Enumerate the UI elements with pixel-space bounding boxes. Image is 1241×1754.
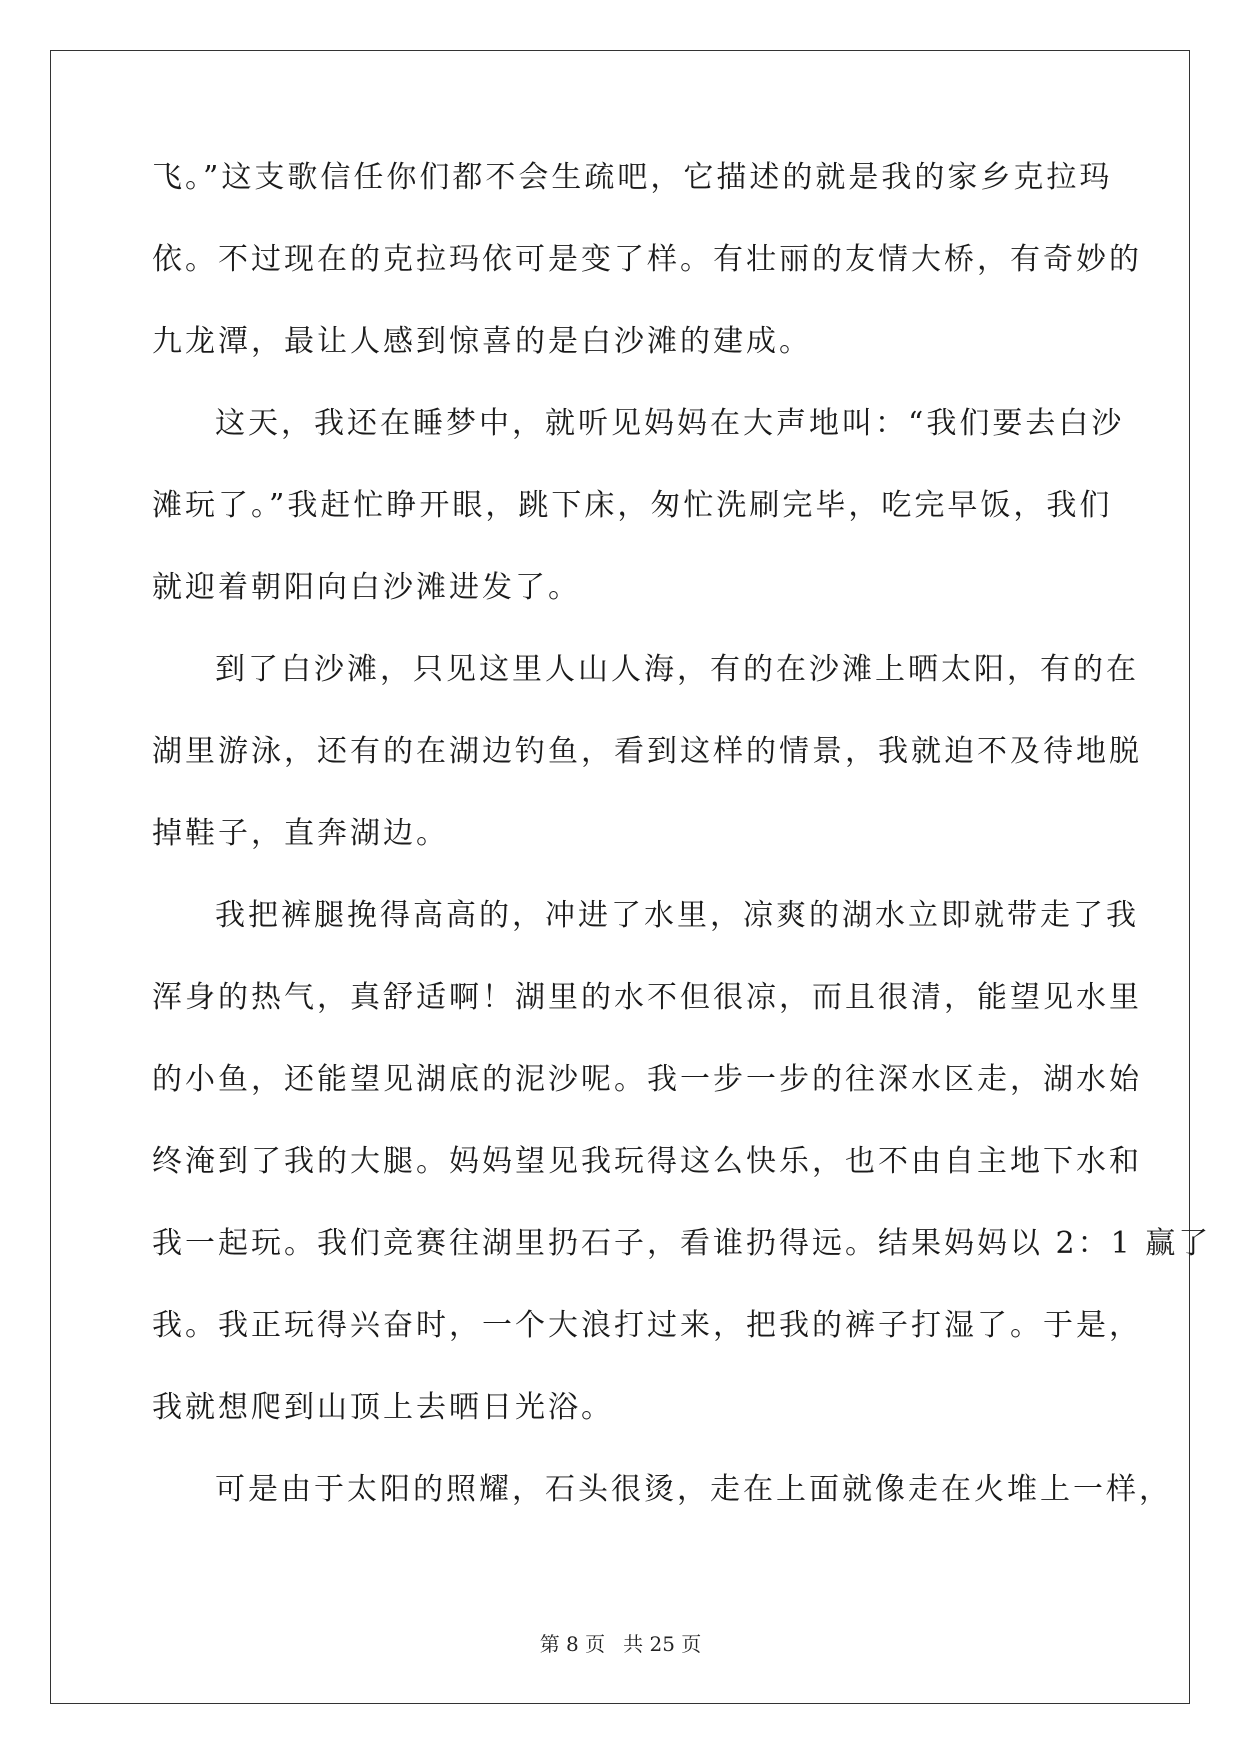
document-body — [152, 160, 1212, 1557]
text-line: 滩玩了。”我赶忙睁开眼，跳下床，匆忙洗刷完毕，吃完早饭，我们 — [152, 488, 1113, 523]
text-line: 依。不过现在的克拉玛依可是变了样。有壮丽的友情大桥，有奇妙的 — [152, 242, 1142, 277]
paragraph-first-line: 可是由于太阳的照耀，石头很烫，走在上面就像走在火堆上一样， — [215, 1472, 1172, 1507]
text-line: 的小鱼，还能望见湖底的泥沙呢。我一步一步的往深水区走，湖水始 — [152, 1062, 1142, 1097]
text-line: 我。我正玩得兴奋时，一个大浪打过来，把我的裤子打湿了。于是， — [152, 1308, 1142, 1343]
page-number: 第 8 页 — [539, 1632, 606, 1656]
text-line: 就迎着朝阳向白沙滩进发了。 — [152, 570, 581, 605]
text-line: 终淹到了我的大腿。妈妈望见我玩得这么快乐，也不由自主地下水和 — [152, 1144, 1142, 1179]
text-line: 九龙潭，最让人感到惊喜的是白沙滩的建成。 — [152, 324, 812, 359]
paragraph-first-line: 这天，我还在睡梦中，就听见妈妈在大声地叫：“我们要去白沙 — [215, 406, 1125, 441]
paragraph-first-line: 我把裤腿挽得高高的，冲进了水里，凉爽的湖水立即就带走了我 — [215, 898, 1139, 933]
text-line: 我就想爬到山顶上去晒日光浴。 — [152, 1390, 614, 1425]
paragraph-first-line: 到了白沙滩，只见这里人山人海，有的在沙滩上晒太阳，有的在 — [215, 652, 1139, 687]
text-line: 我一起玩。我们竞赛往湖里扔石子，看谁扔得远。结果妈妈以 2：1 赢了 — [152, 1226, 1212, 1261]
page-total: 共 25 页 — [623, 1632, 702, 1656]
text-line: 掉鞋子，直奔湖边。 — [152, 816, 449, 851]
text-line: 飞。”这支歌信任你们都不会生疏吧，它描述的就是我的家乡克拉玛 — [152, 160, 1113, 195]
text-line: 浑身的热气，真舒适啊！湖里的水不但很凉，而且很清，能望见水里 — [152, 980, 1142, 1015]
text-line: 湖里游泳，还有的在湖边钓鱼，看到这样的情景，我就迫不及待地脱 — [152, 734, 1142, 769]
page-footer — [0, 1633, 1241, 1655]
